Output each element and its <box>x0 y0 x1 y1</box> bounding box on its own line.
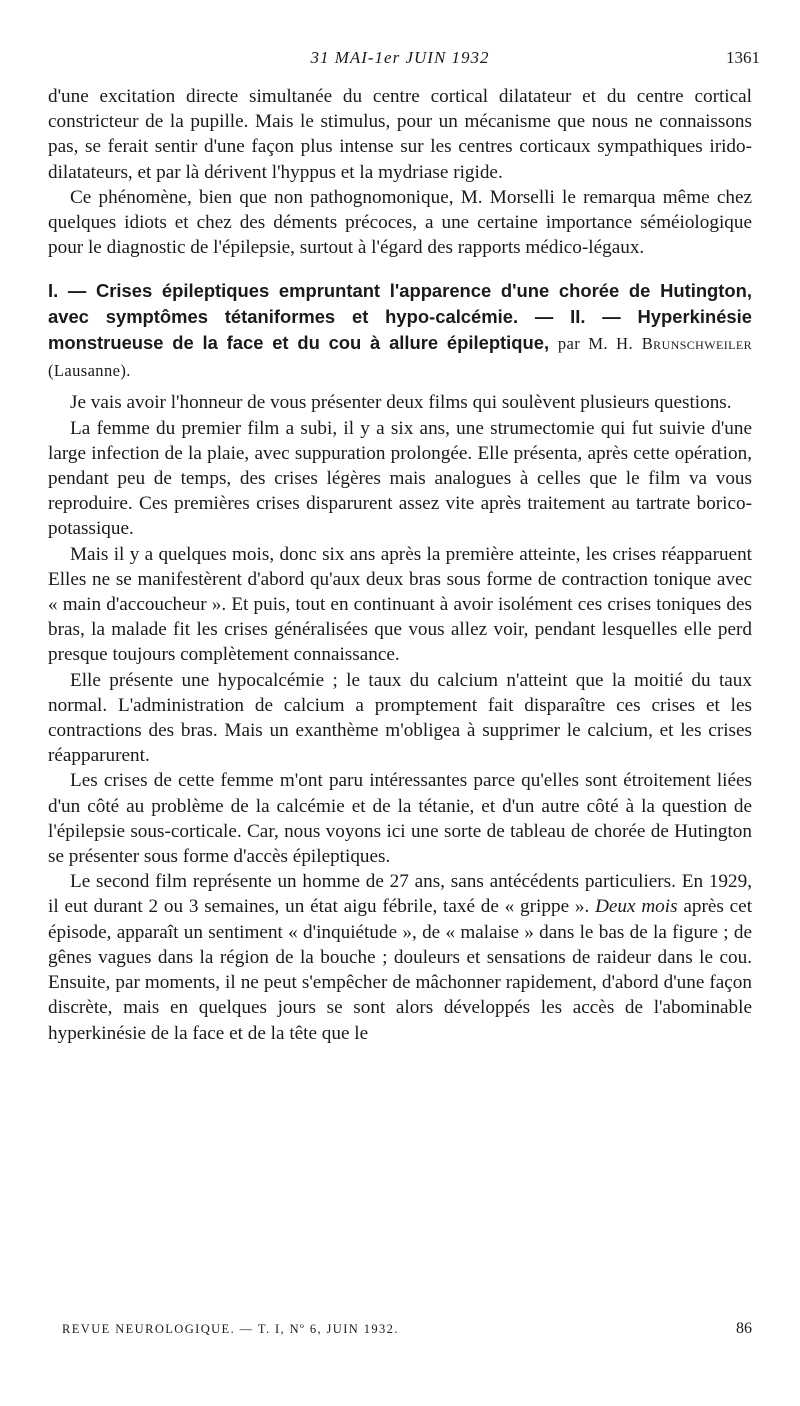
page-body <box>48 84 752 1046</box>
paragraph-8-part-b: après cet épisode, apparaît un sentiment « d'inquiétude », de « malaise » dans le bas de la figure ; de gênes vagues dans la région de la bouche ; douleurs et sensations de raideur dans le cou. Ensuite, par moments, il ne peut s'empêcher de mâchonner rapidement, d'abord d'une façon discrète, mais en quelques jours se sont alors développés les accès de l'abominable hyperkinésie de la face et de la tête que le <box>48 896 753 1044</box>
paragraph-6: Elle présente une hypocalcémie ; le taux du calcium n'atteint que la moitié du taux normal. L'administration de calcium a promptement fait disparaître ces crises et les contractions des bras. Mais un exanthème m'obligea à supprimer le calcium, et les crises réapparurent. <box>48 669 752 767</box>
page-number: 1361 <box>726 48 760 67</box>
paragraph-1: d'une excitation directe simultanée du centre cortical dilatateur et du centre cortical constricteur de la pupille. Mais le stimulus, pour un mécanisme que nous ne connaissons pas, se ferait sentir d'une façon plus intense sur les centres corticaux sympathiques irido-dilatateurs, et par là dérivent l'hyppus et la mydriase rigide. <box>48 86 752 183</box>
paragraph-5: Mais il y a quelques mois, donc six ans après la première atteinte, les crises réapparuent Elles ne se manifestèrent d'abord qu'aux deux bras sous forme de contraction tonique avec « main d'accoucheur ». Et puis, tout en continuant à avoir isolément ces crises toniques des bras, la malade fit les crises généralisées que vous allez voir, pendant lesquelles elle perd presque toujours complètement connaissance. <box>48 543 752 666</box>
paragraph-7: Les crises de cette femme m'ont paru intéressantes parce qu'elles sont étroitement liées d'un côté au problème de la calcémie et de la tétanie, et d'un autre côté à la question de l'épilepsie sous-corticale. Car, nous voyons ici une sorte de tableau de chorée de Hutington se présenter sous forme d'accès épileptiques. <box>48 770 752 868</box>
section-heading <box>48 278 752 384</box>
section-title <box>48 278 752 384</box>
signature-mark: 86 <box>736 1320 752 1337</box>
header-date: 31 MAI-1er JUIN 1932 <box>310 48 490 67</box>
paragraph-8-italic: Deux mois <box>595 896 678 918</box>
author-affiliation: (Lausanne). <box>48 361 131 381</box>
paragraph-2: Ce phénomène, bien que non pathognomonique, M. Morselli le remarqua même chez quelques idiots et chez des déments précoces, a une certaine importance séméiologique pour le diagnostic de l'épilepsie, surtout à l'égard des rapports médico-légaux. <box>48 186 752 259</box>
journal-citation: REVUE NEUROLOGIQUE. — T. I, Nº 6, JUIN 1932. <box>62 1322 399 1336</box>
author-prefix: par M. H. <box>557 334 633 354</box>
paragraph-4: La femme du premier film a subi, il y a six ans, une strumectomie qui fut suivie d'une large infection de la plaie, avec suppuration prolongée. Elle présenta, après cette opération, pendant peu de temps, des crises légères mais analogues à celles que le film va vous reproduire. Ces premières crises disparurent assez vite après traitement au tartrate borico-potassique. <box>48 417 752 540</box>
paragraph-8-part-a: Le second film représente un homme de 27 ans, sans antécédents particuliers. En 1929, il eut durant 2 ou 3 semaines, un état aigu fébrile, taxé de « grippe ». <box>48 871 752 918</box>
paragraph-3: Je vais avoir l'honneur de vous présenter deux films qui soulèvent plusieurs questions. <box>70 392 732 414</box>
section-title-text: I. — Crises épileptiques empruntant l'apparence d'une chorée de Hutington, avec symptômes tétaniformes et hypo-calcémie. — II. — Hyperkinésie monstrueuse de la face et du cou à allure épileptique, <box>48 280 752 354</box>
paragraph-8 <box>48 869 752 1045</box>
author-name: Brunschweiler <box>641 334 752 354</box>
page-footer <box>62 1320 752 1344</box>
running-header <box>40 48 760 72</box>
